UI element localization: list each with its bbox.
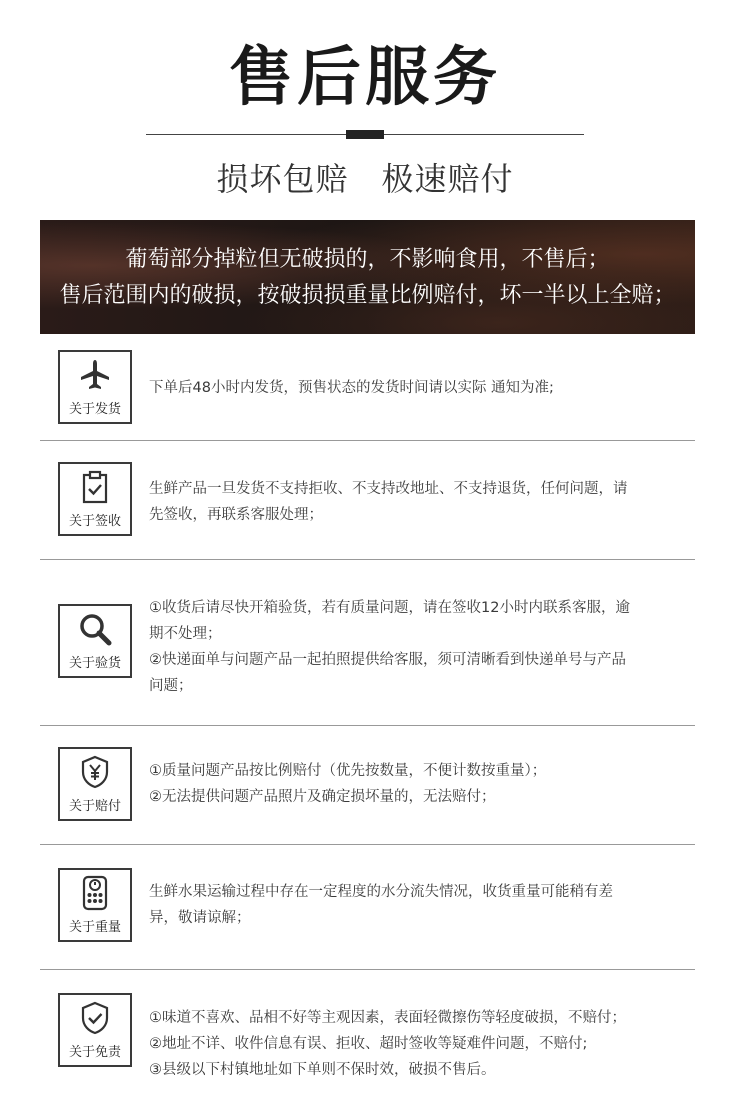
banner-line-2: 售后范围内的破损，按破损损重量比例赔付，坏一半以上全赔； [59, 283, 676, 308]
section-shipping [40, 340, 695, 440]
section-sign [40, 441, 695, 559]
icon-box-shipping [58, 350, 132, 424]
text-line: 先签收，再联系客服处理； [149, 507, 323, 523]
text-line: ①收货后请尽快开箱验货，若有质量问题，请在签收12小时内联系客服，逾 [149, 600, 630, 616]
notice-banner [40, 220, 695, 334]
shield-check-icon [77, 1000, 113, 1036]
text-line: ②无法提供问题产品照片及确定损坏量的，无法赔付； [149, 789, 496, 805]
magnifier-icon [77, 611, 113, 647]
section-text [149, 595, 689, 699]
section-label: 关于重量 [68, 920, 121, 935]
text-line: 异，敬请谅解； [149, 910, 251, 926]
text-line: ②快递面单与问题产品一起拍照提供给客服，须可清晰看到快递单号与产品 [149, 652, 626, 668]
section-label: 关于赔付 [68, 799, 121, 814]
section-label: 关于签收 [68, 514, 121, 529]
section-label: 关于发货 [68, 402, 121, 417]
clipboard-check-icon [77, 469, 113, 505]
text-line: ③县级以下村镇地址如下单则不保时效，破损不售后。 [149, 1062, 496, 1078]
banner-line-1: 葡萄部分掉粒但无破损的，不影响食用，不售后； [125, 247, 610, 272]
section-text [149, 1005, 689, 1083]
icon-box-disclaimer [58, 993, 132, 1067]
section-text [149, 879, 689, 931]
section-text [149, 476, 689, 528]
section-text [149, 758, 689, 810]
icon-box-sign [58, 462, 132, 536]
text-line: ①质量问题产品按比例赔付（优先按数量，不便计数按重量）； [149, 763, 547, 779]
airplane-icon [77, 357, 113, 393]
scale-icon [77, 875, 113, 911]
section-label: 关于免责 [68, 1045, 121, 1060]
section-disclaimer [40, 970, 695, 1115]
section-text [149, 375, 689, 401]
icon-box-weight [58, 868, 132, 942]
page-subtitle: 损坏包赔 极速赔付 [216, 160, 514, 198]
icon-box-inspect [58, 604, 132, 678]
section-compensate [40, 726, 695, 844]
text-line: 生鲜产品一旦发货不支持拒收、不支持改地址、不支持退货，任何问题，请 [149, 481, 628, 497]
text-line: ②地址不详、收件信息有误、拒收、超时签收等疑难件问题，不赔付; [149, 1036, 588, 1052]
page-title: 售后服务 [229, 41, 501, 115]
text-line: ①味道不喜欢、品相不好等主观因素，表面轻微擦伤等轻度破损，不赔付； [149, 1010, 626, 1026]
section-inspect [40, 560, 695, 725]
icon-box-compensate [58, 747, 132, 821]
title-divider-accent [346, 130, 384, 139]
section-weight [40, 845, 695, 969]
yuan-shield-icon [77, 754, 113, 790]
text-line: 生鲜水果运输过程中存在一定程度的水分流失情况，收货重量可能稍有差 [149, 884, 613, 900]
text-line: 下单后48小时内发货，预售状态的发货时间请以实际 通知为准; [149, 380, 554, 396]
text-line: 问题； [149, 678, 193, 694]
text-line: 期不处理； [149, 626, 222, 642]
section-label: 关于验货 [68, 656, 121, 671]
